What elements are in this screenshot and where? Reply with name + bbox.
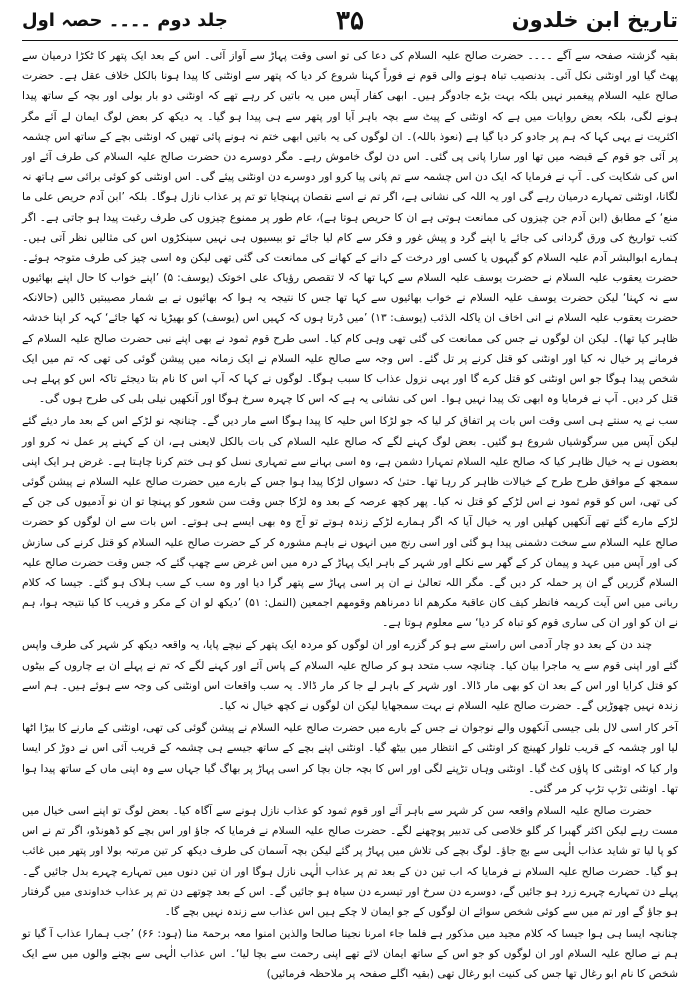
book-title: تاریخ ابن خلدون (511, 8, 678, 32)
paragraph-6: چنانچہ ایسا ہی ہوا جیسا کہ کلام مجید میں مذکور ہے فلما جاء امرنا نجینا صالحا والذین امنوا معہ برحمۃ منا (ہود: ۶۶) ’جب ہمارا عذاب آ گیا تو ہم نے صالح علیہ السلام اور ان لوگوں کو جو اس کے ساتھ ایمان لائے تھے اپنی رحمت سے بچا لیا‘۔ اس عذاب الٰہی سے بچنے والوں میں سے ایک شخص کا نام ابو رغال تھا جس کی کنیت ابو رغال تھی (بقیہ اگلے صفحہ پر ملاحظہ فرمائیں) (22, 927, 678, 981)
page-body (22, 46, 678, 987)
running-header (22, 6, 678, 40)
paragraph-5: حضرت صالح علیہ السلام واقعہ سن کر شہر سے باہر آئے اور قوم ثمود کو عذاب نازل ہونے سے آگاہ کیا۔ بعض لوگ تو اپنے اسی خیال میں مست رہے لیکن اکثر گھبرا کر گلو خلاصی کی تدبیر پوچھنے لگے۔ حضرت صالح علیہ السلام نے فرمایا کہ جاؤ اور اس بچے کو ڈھونڈو، اگر تم نے اس کو پا لیا تو شاید عذاب الٰہی سے بچ جاؤ۔ لوگ بچے کی تلاش میں پہاڑ پر گئے لیکن بچہ آسمان کی طرف دیکھ کر تین مرتبہ بولا اور پتھر میں غائب ہو گیا۔ حضرت صالح علیہ السلام نے فرمایا کہ اب تین دن کے بعد تم پر عذاب الٰہی نازل ہوگا اور ان تین دنوں میں تمہارے چہرے بدل جائیں گے۔ پہلے دن تمہارے چہرے زرد ہو جائیں گے، دوسرے دن سرخ اور تیسرے دن سیاہ ہو جائیں گے۔ اس کے بعد چوتھے دن تم پر عذاب خداوندی میں گرفتار ہو جاؤ گے اور تم میں سے کوئی شخص سوائے ان لوگوں کے جو ایمان لا چکے ہیں اس عذاب سے زندہ نہیں بچے گا۔ (22, 803, 678, 918)
page-number: ۳۵ (336, 6, 364, 36)
volume-label: جلد دوم ۔۔۔۔ حصہ اول (22, 10, 228, 31)
paragraph-4: آخر کار اسی لال بلی جیسی آنکھوں والے نوجوان نے جس کے بارے میں حضرت صالح علیہ السلام نے پیشن گوئی کی تھی، اونٹنی کے مارنے کا بیڑا اٹھا لیا اور چشمہ کے قریب تلوار کھینچ کر اونٹنی کے انتظار میں بیٹھ گیا۔ اونٹنی اپنے بچے کے ساتھ جیسے ہی چشمہ کے قریب آئی اس نے دوڑ کر ایسا وار کیا کہ اونٹنی کا پاؤں کٹ گیا۔ اونٹنی وہاں تڑپنے لگی اور اس کا بچہ جان بچا کر اسی پہاڑ پر بھاگ گیا جہاں سے وہ اپنی ماں کے ساتھ پیدا ہوا تھا۔ اونٹنی تڑپ تڑپ کر مر گئی۔ (22, 721, 678, 795)
paragraph-3: چند دن کے بعد دو چار آدمی اس راستے سے ہو کر گزرے اور ان لوگوں کو مردہ ایک پتھر کے نیچے پایا، یہ واقعہ دیکھ کر شہر کی طرف واپس گئے اور اپنی قوم سے یہ ماجرا بیان کیا۔ چنانچہ سب متحد ہو کر صالح علیہ السلام کے پاس آئے اور کہنے لگے کہ تم نے پہلے ان بے چاروں کے بیٹوں کو قتل کرایا اور اس کے بعد ان کو بھی مار ڈالا۔ اور شہر کے باہر لے جا کر مار ڈالا۔ یہ سب واقعات اس اونٹنی کی وجہ سے ہوئے ہیں۔ ہم اسے زندہ نہیں چھوڑیں گے۔ حضرت صالح علیہ السلام نے بہت سمجھایا لیکن ان لوگوں نے کچھ خیال نہ کیا۔ (22, 638, 678, 712)
paragraph-2: سب نے یہ سنتے ہی اسی وقت اس بات پر اتفاق کر لیا کہ جو لڑکا اس حلیہ کا پیدا ہوگا اسے مار دیں گے۔ چنانچہ نو لڑکے اس کے بعد مار دیئے گئے لیکن آپس میں سرگوشیاں شروع ہو گئیں۔ بعض لوگ کہنے لگے کہ صالح علیہ السلام کی بات بالکل لایعنی ہے، ان کے کہنے پر عمل نہ کرو اور بعضوں نے یہ خیال ظاہر کیا کہ صالح علیہ السلام تمہارا دشمن ہے، وہ اسی بہانے سے تمہاری نسل کو ہی ختم کرنا چاہتا ہے۔ غرض ہر ایک اپنی سمجھ کے موافق طرح طرح کے خیالات ظاہر کر رہا تھا۔ حتیٰ کہ دسواں لڑکا پیدا ہوا جس کے بارے میں حضرت صالح علیہ السلام نے پیشن گوئی کی تھی، اس کو قوم ثمود نے اس لڑکے کو قتل نہ کیا۔ پھر کچھ عرصہ کے بعد وہ لڑکا جس وقت سن شعور کو پہنچا تو ان نو آدمیوں کی جن کے لڑکے مارے گئے تھے آنکھیں کھلیں اور یہ خیال آیا کہ اگر ہمارے لڑکے زندہ ہوتے تو آج وہ بھی ایسے ہی ہوتے۔ اس بات سے ان لوگوں کو حضرت صالح علیہ السلام سے سخت دشمنی پیدا ہو گئی اور اسی رنج میں انہوں نے باہم مشورہ کر کے حضرت صالح علیہ السلام کو قتل کرنے کی سازش کی اور آپس میں عہد و پیمان کر کے گھر سے نکلے اور شہر کے باہر ایک پہاڑ کے درہ میں اس غرض سے چھپ گئے کہ جس وقت حضرت صالح علیہ السلام گزریں گے ان پر حملہ کر دیں گے۔ مگر اللہ تعالیٰ نے ان پر اسی پہاڑ سے پتھر گرا دیا اور وہ سب کے سب ہلاک ہو گئے۔ جیسا کہ کلام ربانی میں اس آیت کریمہ فانظر کیف کان عاقبۃ مکرھم انا دمرناھم وقومھم اجمعین (النمل: ۵۱) ’دیکھ لو ان کے مکر و فریب کا کیا نتیجہ ہوا، ہم نے ان کو اور ان کی ساری قوم کو تباہ کر دیا‘ سے معلوم ہوتا ہے۔ (22, 414, 678, 630)
header-rule (22, 40, 678, 41)
paragraph-1: بقیہ گزشتہ صفحہ سے آگے ۔۔۔۔ حضرت صالح علیہ السلام کی دعا کی تو اسی وقت پہاڑ سے آواز آئی۔ اس کے بعد ایک پتھر کا ٹکڑا درمیان سے پھٹ گیا اور اونٹنی نکل آئی۔ بدنصیب تباہ ہونے والی قوم نے فوراً کہنا شروع کر دیا کہ پتھر سے اونٹنی کا پیدا ہونا بالکل خلاف عقل ہے۔ حضرت صالح علیہ السلام پیغمبر نہیں بلکہ بہت بڑے جادوگر ہیں۔ ابھی کفار آپس میں یہ باتیں کر رہے تھے کہ اونٹنی دو بار بولی اور بچہ کے ساتھ پیدا ہونے لگی، بلکہ بعض روایات میں ہے کہ اونٹنی کے پیٹ سے بچہ باہر آیا اور پتھر سے ہی پیدا ہو گیا۔ یہ دیکھ کر بعض لوگ ایمان لے آئے مگر اکثریت نے یہی کہا کہ ہم پر جادو کر دیا گیا ہے (نعوذ باللہ)۔ ان لوگوں کی یہ باتیں ابھی ختم نہ ہونے پائی تھیں کہ اونٹنی بچے کے ساتھ اس چشمہ پر آئی جو قوم کے قبضہ میں تھا اور سارا پانی پی گئی۔ اس دن لوگ خاموش رہے۔ مگر دوسرے دن حضرت صالح علیہ السلام کی طرف آئے اور اس کی شکایت کی۔ آپ نے فرمایا کہ ایک دن اس چشمہ سے تم پانی پیا کرو اور دوسرے دن اونٹنی پیئے گی۔ اس اونٹنی کو کوئی برائی سے ہاتھ نہ لگانا، اونٹنی تمہارے درمیان رہے گی اور یہ اللہ کی نشانی ہے، اگر تم نے اسے نقصان پہنچایا تو تم پر عذاب نازل ہوگا۔ بلکہ ’ابن آدم حریص علی ما منع‘ کے مطابق (ابن آدم جن چیزوں کی ممانعت ہوتی ہے ان کا حریص ہوتا ہے)، عام طور پر ممنوع چیزوں کی طرف رغبت پیدا ہو جاتی ہے۔ اگر کتب تواریخ کی ورق گردانی کی جائے یا اپنے گرد و پیش غور و فکر سے کام لیا جائے تو بیسیوں ہی نہیں سینکڑوں اس کی مثالیں نظر آتی ہیں۔ ہمارے ابوالبشر آدم علیہ السلام کو گیہوں یا کسی اور درخت کے دانے کے کھانے کی ممانعت کی گئی تھی لیکن وہ اسی چیز کی طرف متوجہ ہوئے۔ حضرت یعقوب علیہ السلام نے حضرت یوسف علیہ السلام سے کہا تھا کہ لا تقصص رؤیاک علی اخوتک (یوسف: ۵) ’اپنے خواب کا حال اپنے بھائیوں سے نہ کہنا‘ لیکن حضرت یوسف علیہ السلام نے خواب بھائیوں سے کہا تھا جس کا نتیجہ یہ ہوا کہ بھائیوں نے بے شمار مصیبتیں ڈالیں (حالانکہ حضرت یعقوب علیہ السلام نے انی اخاف ان یاکلہ الذئب (یوسف: ۱۳) ’میں ڈرتا ہوں کہ کہیں اس (یوسف) کو بھیڑیا نہ کھا جائے‘ کہہ کر اپنا خدشہ ظاہر کیا تھا)۔ لیکن ان لوگوں نے جس کی ممانعت کی گئی تھی وہی کام کیا۔ اسی طرح قوم ثمود نے بھی اپنے نبی حضرت صالح علیہ السلام کے فرمانے پر خیال نہ کیا اور اونٹنی کو قتل کرنے پر تل گئے۔ اس وجہ سے صالح علیہ السلام نے ایک زمانہ میں پیشن گوئی کی تھی کہ تم میں ایک شخص پیدا ہوگا جو اس اونٹنی کو قتل کرے گا اور یہی نزول عذاب کا سبب ہوگا۔ لوگوں نے کہا کہ آپ اس کا نام بتا دیجئے تاکہ اس کو پہلے ہی قتل کر دیں۔ آپ نے فرمایا وہ ابھی تک پیدا نہیں ہوا۔ اس کی نشانی یہ ہے کہ اس کا چہرہ سرخ ہوگا اور آنکھیں نیلی بلی کی طرح ہوں گی۔ (22, 49, 679, 406)
